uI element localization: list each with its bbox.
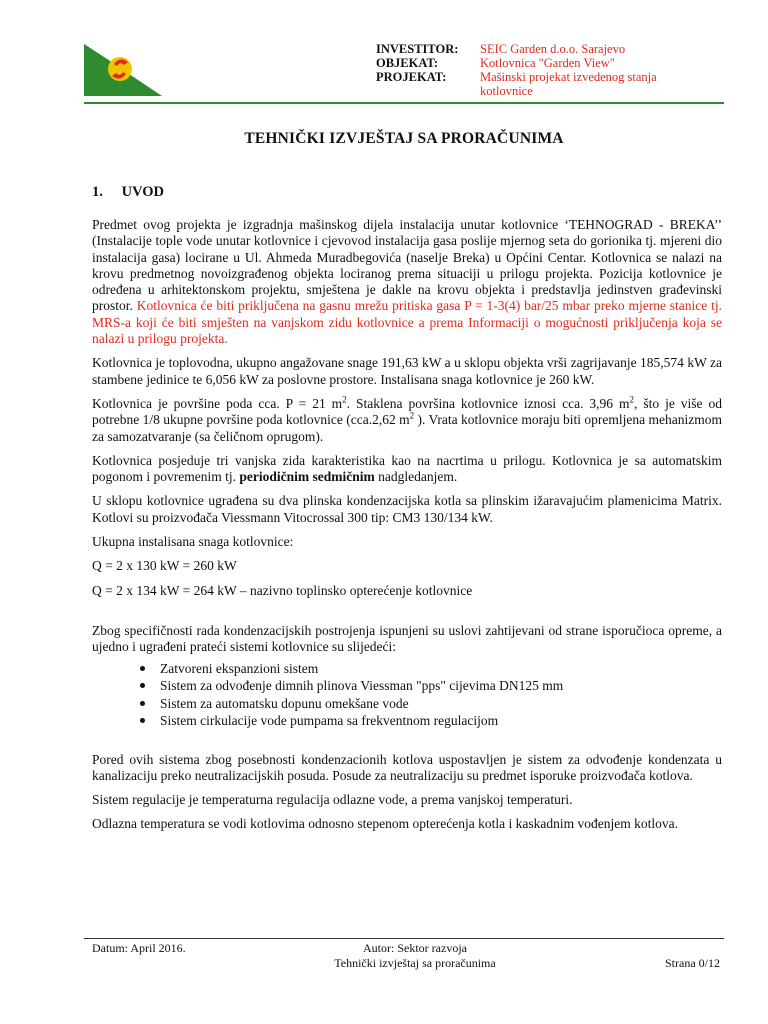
- footer-date: Datum: April 2016.: [92, 941, 186, 955]
- paragraph-area: [92, 396, 722, 445]
- objekat-label: OBJEKAT:: [376, 56, 439, 70]
- list-item: Sistem cirkulacije vode pumpama sa frekventnom regulacijom: [160, 712, 722, 730]
- company-logo: [84, 44, 162, 96]
- paragraph-intro-text: Predmet ovog projekta je izgradnja mašinskog dijela instalacija unutar kotlovnice ‘TEHNOGRAD - BREKA’’ (Instalacije tople vode unutar kotlovnice i cjevovod instalacija gasa poslije mjernog seta do gorionika tj. mjereni dio instalacija gasa) locirane u Ul. Ahmeda Muradbegovića (naselje Breka) u Općini Centar. Kotlovnica se nalazi na krovu predmetnog novoizgrađenog objekta lociranog prema situaciji u prilogu projekta. Pozicija kotlovnice je određena u arhitektonskom projektu, smještena je dakle na krovu objekta i predstavlja jedinstven građevinski prostor.: [92, 217, 722, 314]
- formula-1: Q = 2 x 130 kW = 260 kW: [92, 558, 237, 574]
- area-text-a: Kotlovnica je površine poda cca. P = 21 m: [92, 395, 343, 411]
- list-item: Zatvoreni ekspanzioni sistem: [160, 660, 722, 678]
- walls-text-a: Kotlovnica posjeduje tri vanjska zida karakteristika kao na nacrtima u prilogu. Kotlovnica je sa automatskim pogonom i povremenim tj.: [92, 452, 722, 485]
- area-sup-3: 2: [409, 410, 415, 421]
- paragraph-regulation: Sistem regulacije je temperaturna regulacija odlazne vode, a prema vanjskoj temperaturi.: [92, 792, 573, 808]
- footer-page-number: Strana 0/12: [665, 956, 720, 970]
- area-sup-2: 2: [629, 394, 635, 405]
- list-item: Sistem za automatsku dopunu omekšane vode: [160, 695, 722, 713]
- header-row-investitor: [376, 42, 710, 56]
- paragraph-intro-highlight: Kotlovnica će biti priključena na gasnu mrežu pritiska gasa P = 1-3(4) bar/25 mbar preko mjerne stanice tj. MRS-a koji će biti smješten na vanjskom zidu kotlovnice a prema Informaciji o mogućnosti priključenja koja se nalazi u prilogu projekta.: [92, 298, 722, 347]
- area-text-c: , što je više od potrebne 1/8 ukupne površine poda kotlovnice (cca.2,62 m: [92, 395, 723, 428]
- header-divider: [84, 102, 724, 104]
- area-text-b: . Staklena površina kotlovnice iznosi cca. 3,96 m: [346, 395, 630, 411]
- document-title: TEHNIČKI IZVJEŠTAJ SA PRORAČUNIMA: [244, 130, 564, 147]
- investitor-label: INVESTITOR:: [376, 42, 459, 56]
- projekat-label: PROJEKAT:: [376, 70, 447, 84]
- paragraph-systems: Zbog specifičnosti rada kondenzacijskih postrojenja ispunjeni su uslovi zahtijevani od strane isporučioca opreme, a ujedno i ugrađeni prateći sistemi kotlovnice su slijedeći:: [92, 622, 722, 655]
- walls-text-b: nadgledanjem.: [374, 469, 458, 485]
- paragraph-power: Kotlovnica je toplovodna, ukupno angažovane snage 191,63 kW a u sklopu objekta vrši zagrijavanje 185,574 kW za stambene jedinice te 6,056 kW za poslovne prostore. Instalisana snaga kotlovnice je 260 kW.: [92, 355, 722, 387]
- paragraph-boilers: U sklopu kotlovnice ugrađena su dva plinska kondenzacijska kotla sa plinskim ižaravajućim plamenicima Matrix. Kotlovi su proizvođača Viessmann Vitocrossal 300 tip: CM3 130/134 kW.: [92, 493, 722, 525]
- section-title: UVOD: [121, 184, 165, 200]
- systems-list: [92, 660, 722, 730]
- walls-text-bold: periodičnim sedmičnim: [239, 469, 375, 485]
- footer-author: Autor: Sektor razvoja: [363, 941, 467, 955]
- project-header: [376, 42, 710, 98]
- paragraph-walls: [92, 453, 722, 486]
- header-row-objekat: [376, 56, 710, 70]
- area-text-d: ). Vrata kotlovnice moraju biti opremljena mehanizmom za samozatvaranje (sa čeličnom oprugom).: [92, 412, 722, 444]
- projekat-value: Mašinski projekat izvedenog stanja kotlovnice: [480, 70, 657, 98]
- investitor-value: SEIC Garden d.o.o. Sarajevo: [480, 42, 626, 56]
- paragraph-condensate: Pored ovih sistema zbog posebnosti kondenzacionih kotlova uspostavljen je sistem za odvođenje kondenzata u kanalizaciju preko neutralizacijskih posuda. Posude za neutralizaciju su predmet isporuke proizvođača kotlova.: [92, 751, 722, 783]
- section-number: 1.: [92, 184, 103, 200]
- paragraph-installed-power: Ukupna instalisana snaga kotlovnice:: [92, 534, 294, 550]
- objekat-value: Kotlovnica "Garden View": [480, 56, 615, 70]
- paragraph-intro: [92, 217, 722, 347]
- formula-2: Q = 2 x 134 kW = 264 kW – nazivno toplinsko opterećenje kotlovnice: [92, 582, 473, 598]
- area-sup-1: 2: [342, 394, 347, 405]
- list-item: Sistem za odvođenje dimnih plinova Viessman "pps" cijevima DN125 mm: [160, 677, 722, 695]
- paragraph-temperature: Odlazna temperatura se vodi kotlovima odnosno stepenom opterećenja kotla i kaskadnim vođenjem kotlova.: [92, 816, 678, 832]
- footer-center: [300, 941, 530, 971]
- footer-document-name: Tehnički izvještaj sa proračunima: [334, 956, 496, 970]
- footer-divider: [84, 938, 724, 939]
- section-heading: [92, 184, 164, 201]
- document-body: [92, 217, 722, 841]
- header-row-projekat: [376, 70, 710, 98]
